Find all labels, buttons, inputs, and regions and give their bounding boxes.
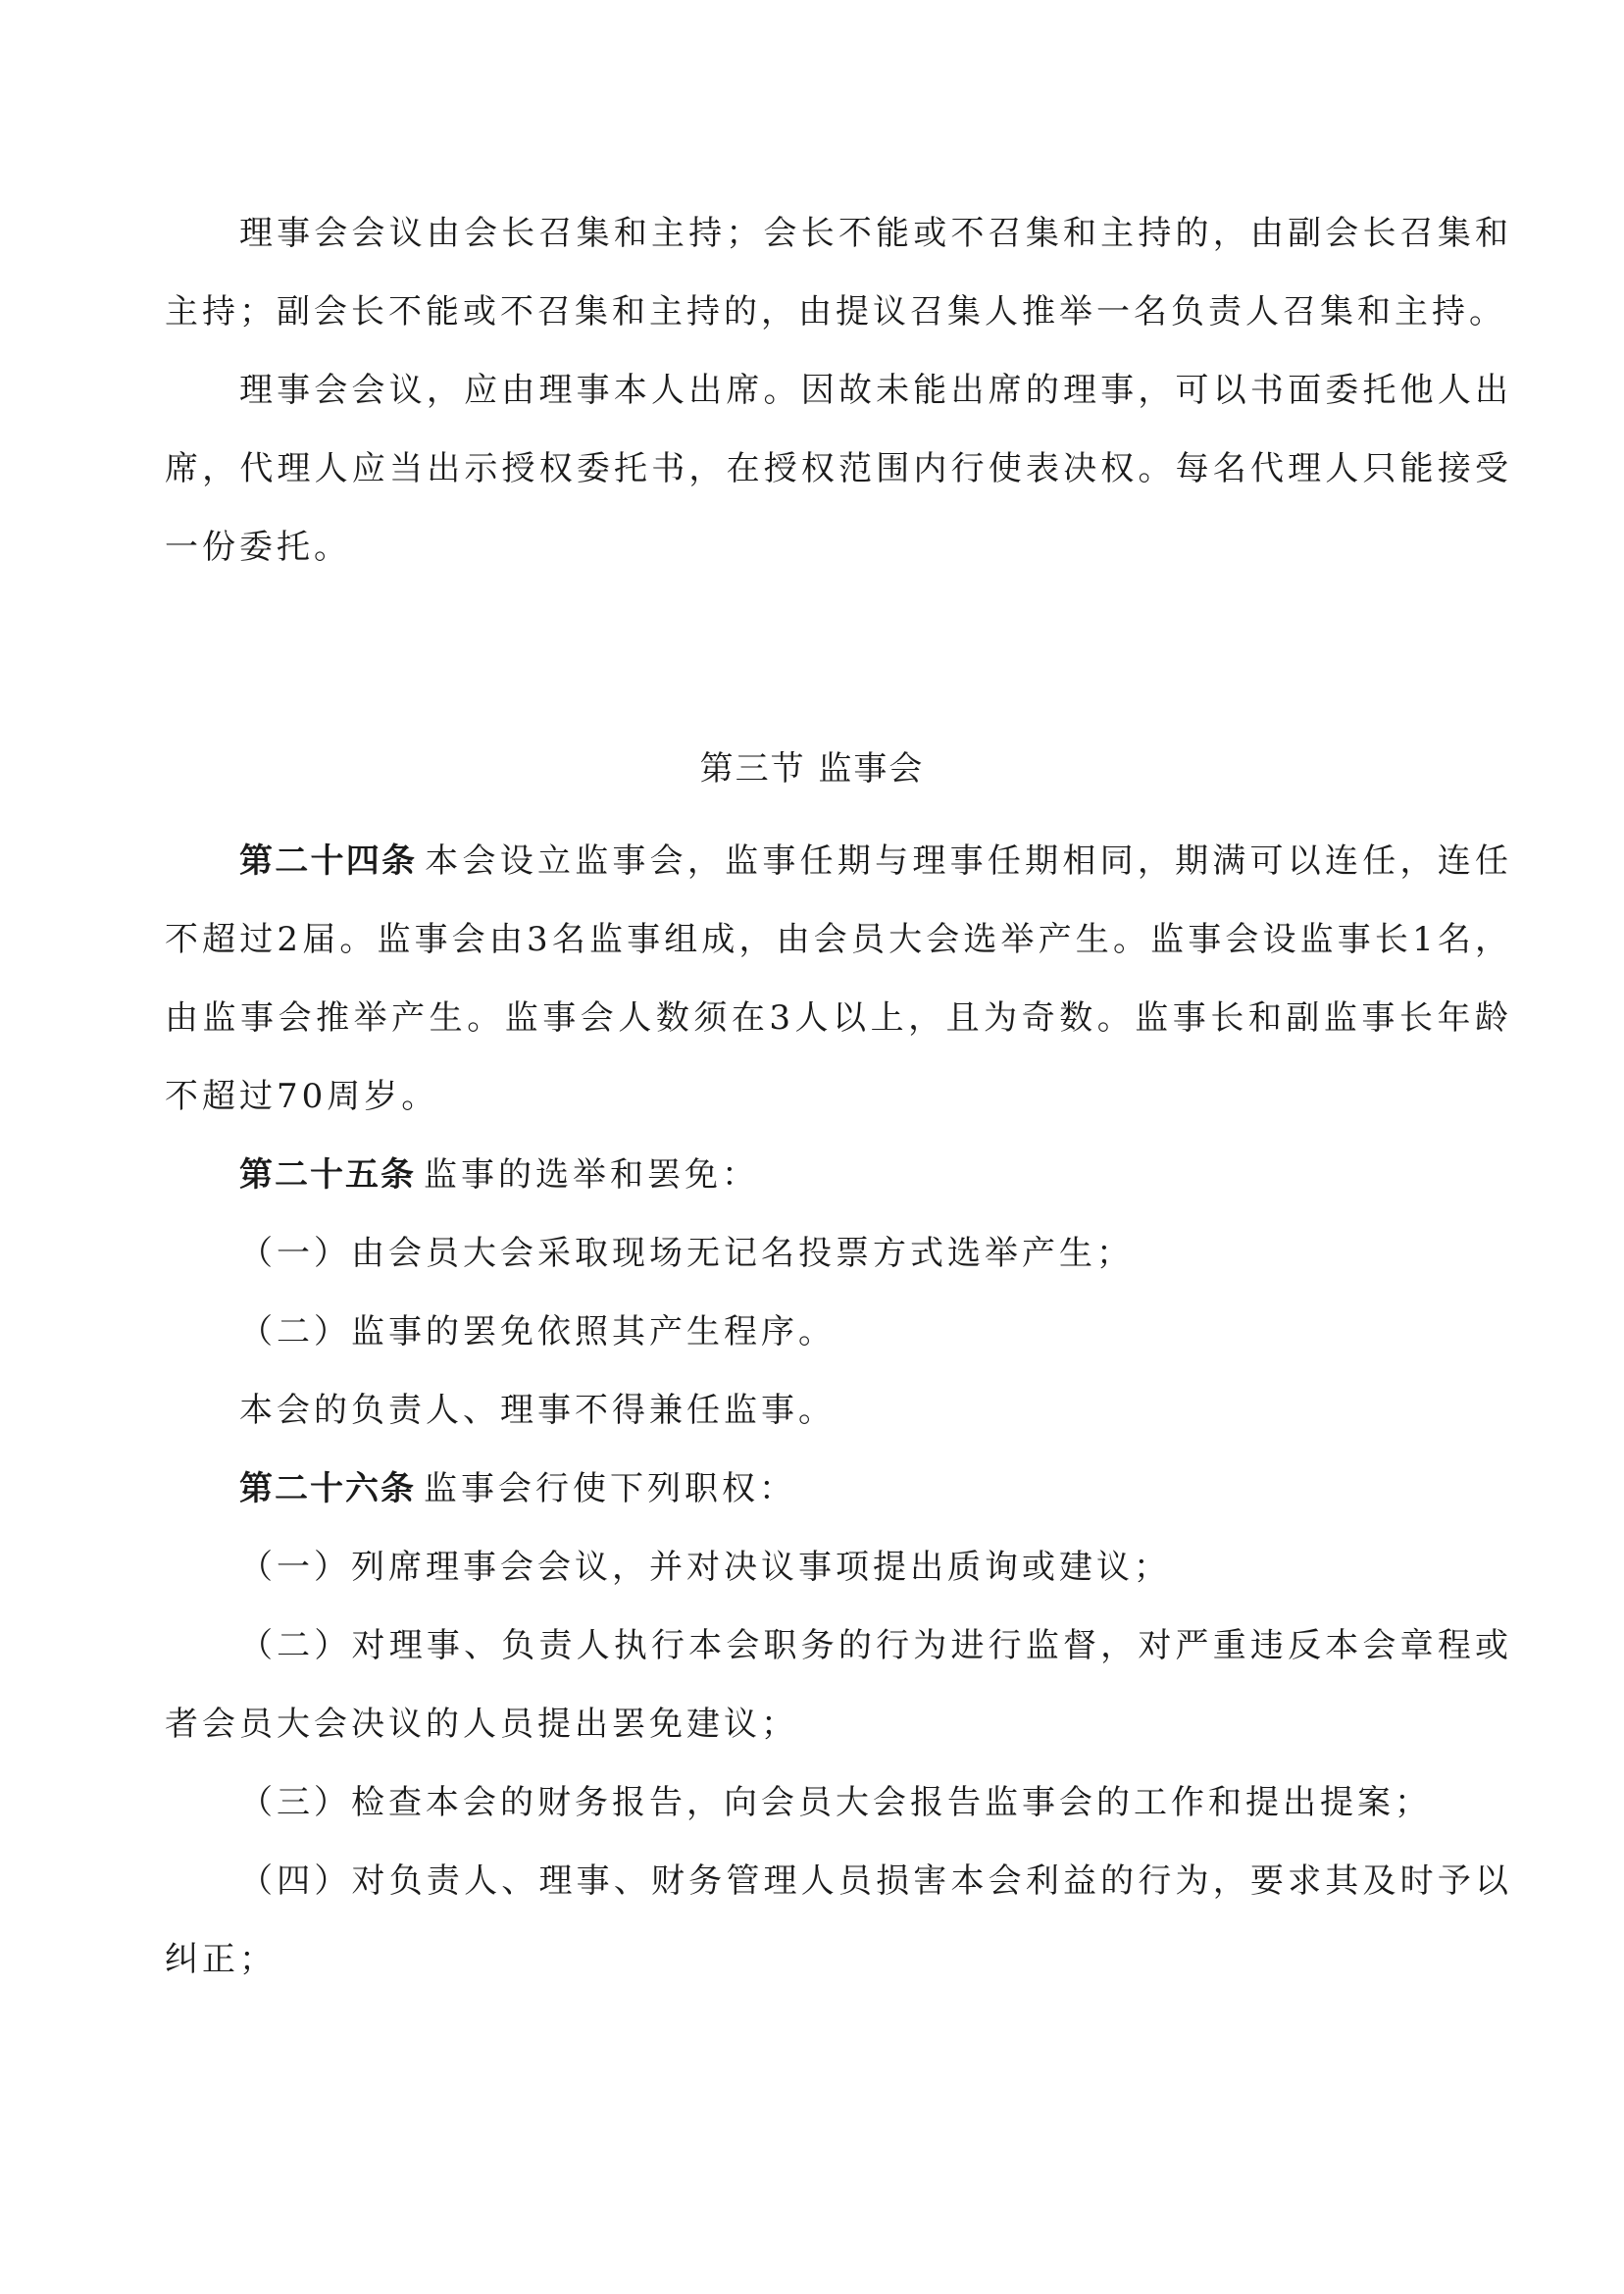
paragraph-council-meeting-attendance: 理事会会议，应由理事本人出席。因故未能出席的理事，可以书面委托他人出席，代理人应当出示授权委托书，在授权范围内行使表决权。每名代理人只能接受一份委托。: [165, 371, 1512, 567]
article-25-body: 监事的选举和罢免：: [424, 1155, 759, 1195]
article-24: [165, 822, 1512, 1136]
section-title: 第三节 监事会: [699, 749, 925, 789]
article-26-heading: 第二十六条: [239, 1469, 416, 1508]
article-25-item-1: （一）由会员大会采取现场无记名投票方式选举产生；: [239, 1234, 1134, 1273]
article-25-item-2: （二）监事的罢免依照其产生程序。: [239, 1312, 836, 1351]
text-block-upper: [165, 194, 1512, 586]
article-26-body: 监事会行使下列职权：: [424, 1469, 796, 1508]
article-24-body: 本会设立监事会，监事任期与理事任期相同，期满可以连任，连任不超过2届。监事会由3名监事组成，由会员大会选举产生。监事会设监事长1名，由监事会推举产生。监事会人数须在3人以上，且为奇数。监事长和副监事长年龄不超过70周岁。: [165, 841, 1513, 1116]
article-26-item-1: （一）列席理事会会议，并对决议事项提出质询或建议；: [239, 1548, 1171, 1587]
paragraph-council-meeting-chair: 理事会会议由会长召集和主持；会长不能或不召集和主持的，由副会长召集和主持；副会长不能或不召集和主持的，由提议召集人推举一名负责人召集和主持。: [165, 214, 1512, 331]
article-25-note: 本会的负责人、理事不得兼任监事。: [239, 1391, 836, 1430]
text-block-lower: [165, 822, 1512, 1999]
article-26-item-4: （四）对负责人、理事、财务管理人员损害本会利益的行为，要求其及时予以纠正；: [165, 1861, 1512, 1979]
article-26-item-3: （三）检查本会的财务报告，向会员大会报告监事会的工作和提出提案；: [239, 1783, 1432, 1822]
article-26: [165, 1450, 1512, 1528]
article-25: [165, 1136, 1512, 1214]
article-25-heading: 第二十五条: [239, 1155, 416, 1195]
article-24-heading: 第二十四条: [239, 841, 418, 881]
article-26-item-2: （二）对理事、负责人执行本会职务的行为进行监督，对严重违反本会章程或者会员大会决议的人员提出罢免建议；: [165, 1626, 1512, 1744]
